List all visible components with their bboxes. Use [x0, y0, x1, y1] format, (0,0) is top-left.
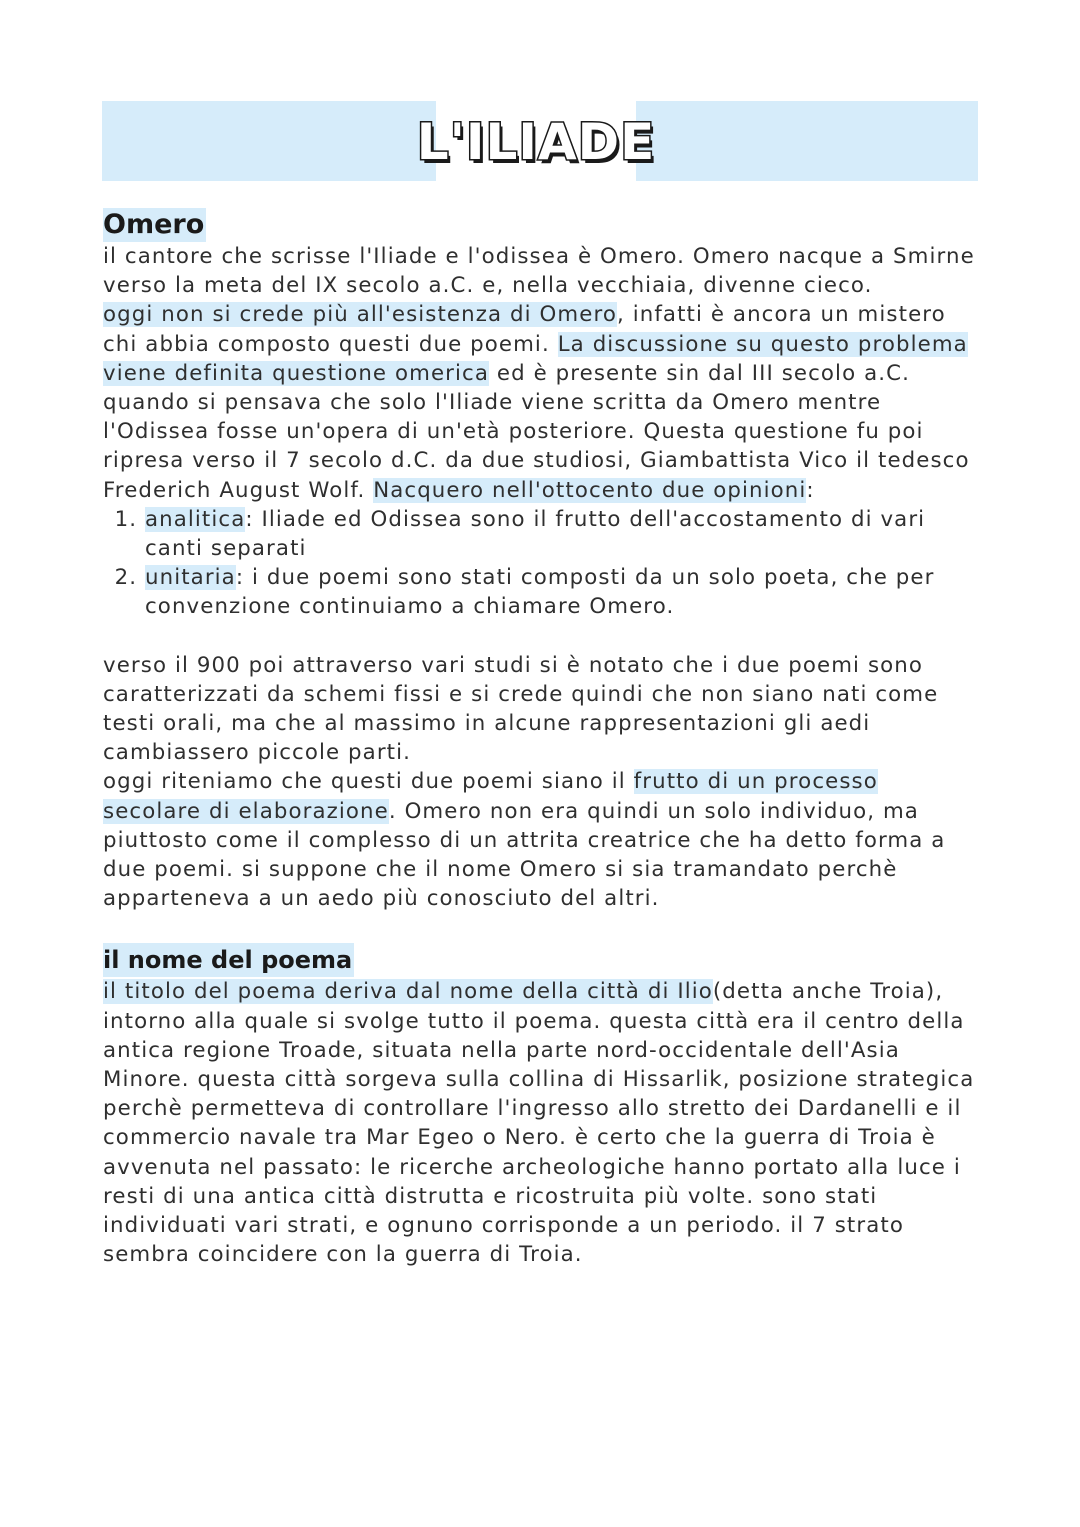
list-item-unitaria: [145, 563, 983, 621]
highlight: frutto di un processo secolare di elaborazione: [103, 769, 878, 824]
spacer: [103, 622, 983, 651]
content: [103, 208, 983, 1270]
paragraph-questione-omerica: [103, 300, 983, 504]
list-item-text: : i due poemi sono stati composti da un solo poeta, che per convenzione continuiamo a chiamare Omero.: [145, 565, 935, 620]
list-item-text: : Iliade ed Odissea sono il frutto dell'accostamento di vari canti separati: [145, 506, 926, 562]
paragraph-studi: verso il 900 poi attraverso vari studi si è notato che i due poemi sono caratterizzati da schemi fissi e si crede quindi che non siano nati come testi orali, ma che al massimo in alcune rappresentazioni gli aedi cambiassero piccole parti.: [103, 652, 939, 766]
text: (detta anche Troia), intorno alla quale si svolge tutto il poema. questa città era il centro della antica regione Troade, situata nella parte nord-occidentale dell'Asia Minore. questa città sorgeva sulla collina di Hissarlik, posizione strategica perchè permetteva di controllare l'ingresso allo stretto dei Dardanelli e il commercio navale tra Mar Egeo o Nero. è certo che la guerra di Troia è avvenuta nel passato: le ricerche archeologiche hanno portato alla luce i resti di una antica città distrutta e ricostruita più volte. sono stati individuati vari strati, e ognuno corrisponde a un periodo. il 7 strato sembra coincidere con la guerra di Troia.: [103, 979, 975, 1268]
term-unitaria: unitaria: [145, 565, 236, 591]
highlight: oggi non si crede più all'esistenza di Omero: [103, 302, 617, 328]
text: ed è presente sin dal III secolo a.C. quando si pensava che solo l'Iliade viene scritta da Omero mentre l'Odissea fosse un'opera di un'età posteriore. Questa questione fu poi ripresa verso il 7 secolo d.C. da due studiosi, Giambattista Vico il tedesco Frederich August Wolf.: [103, 360, 970, 503]
page-title: L'ILIADE: [416, 113, 656, 171]
text: . Omero non era quindi un solo individuo, ma piuttosto come il complesso di un attrita creatrice che ha detto forma a due poemi. si suppone che il nome Omero si sia tramandato perchè apparteneva a un aedo più conosciuto del altri.: [103, 798, 946, 912]
highlight: La discussione su questo problema viene definita questione omerica: [103, 331, 968, 386]
list-item-analitica: [145, 505, 983, 563]
paragraph-nome-poema: [103, 977, 983, 1269]
title-box: [416, 96, 656, 188]
text: , infatti è ancora un mistero chi abbia composto questi due poemi.: [103, 302, 946, 357]
highlight: il titolo del poema deriva dal nome della città di Ilio: [103, 979, 713, 1005]
highlight: Nacquero nell'ottocento due opinioni: [373, 477, 807, 503]
text: oggi riteniamo che questi due poemi siano il: [103, 769, 634, 795]
section-heading-nome-poema: il nome del poema: [103, 943, 354, 977]
section-heading-omero: Omero: [103, 209, 205, 240]
paragraph-omero-intro: il cantore che scrisse l'Iliade e l'odissea è Omero. Omero nacque a Smirne verso la meta del IX secolo a.C. e, nella vecchiaia, divenne cieco.: [103, 244, 975, 299]
term-analitica: analitica: [145, 506, 246, 532]
opinions-list: [103, 505, 983, 622]
text: :: [806, 477, 815, 503]
paragraph-elaborazione: [103, 767, 983, 913]
